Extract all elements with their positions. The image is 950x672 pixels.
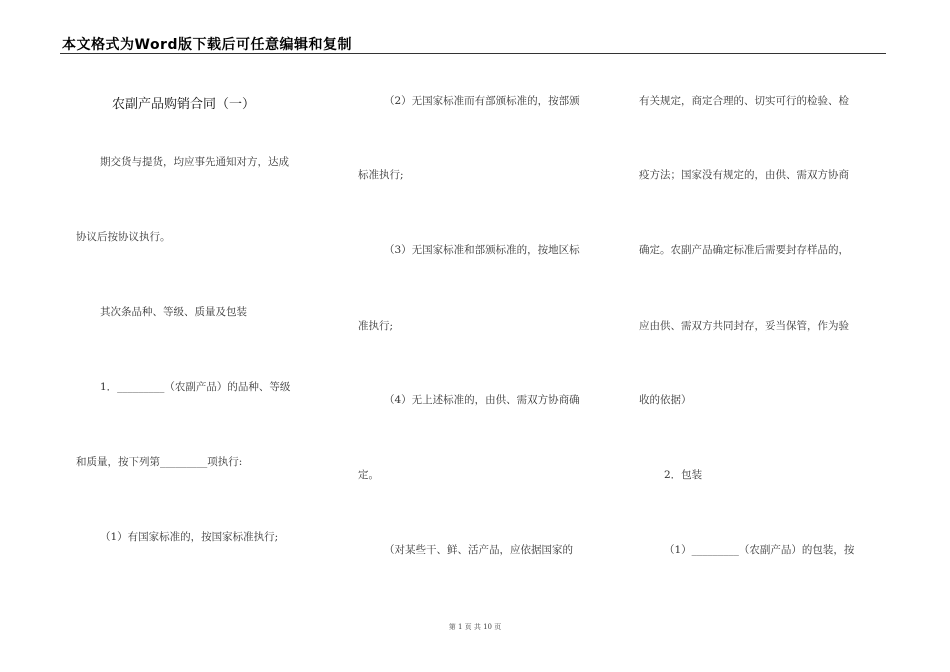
paragraph-line: （4）无上述标准的，由供、需双方协商确 <box>384 394 580 406</box>
paragraph-line: 准执行; <box>358 320 394 332</box>
paragraph-line: 应由供、需双方共同封存，妥当保管，作为验 <box>639 320 849 332</box>
paragraph-line: 协议后按协议执行。 <box>76 231 171 243</box>
paragraph-line: （1）_________（农副产品）的包装，按 <box>664 544 855 556</box>
paragraph-line: 1．_________（农副产品）的品种、等级 <box>100 381 291 393</box>
header-divider <box>60 53 886 54</box>
paragraph-line: 有关规定，商定合理的、切实可行的检验、检 <box>639 95 849 107</box>
paragraph-line: （1）有国家标准的，按国家标准执行; <box>100 531 279 543</box>
contract-title: 农副产品购销合同（一） <box>112 97 256 112</box>
paragraph-line: （3）无国家标准和部颁标准的，按地区标 <box>384 244 580 256</box>
paragraph-line: 期交货与提货，均应事先通知对方，达成 <box>100 156 289 168</box>
section-heading: 其次条品种、等级、质量及包装 <box>100 306 247 318</box>
page-number: 第 1 页 共 10 页 <box>448 623 502 631</box>
document-header-title: 本文格式为Word版下载后可任意编辑和复制 <box>62 37 352 53</box>
section-heading: 2．包装 <box>664 469 703 481</box>
paragraph-line: 疫方法；国家没有规定的，由供、需双方协商 <box>639 169 849 181</box>
paragraph-line: 收的依据） <box>639 394 692 406</box>
paragraph-line: 和质量，按下列第_________项执行: <box>76 456 243 468</box>
paragraph-line: 标准执行; <box>358 169 404 181</box>
paragraph-line: 确定。农副产品确定标准后需要封存样品的， <box>639 244 849 256</box>
paragraph-line: （对某些干、鲜、活产品，应依据国家的 <box>384 544 573 556</box>
paragraph-line: 定。 <box>358 469 379 481</box>
paragraph-line: （2）无国家标准而有部颁标准的，按部颁 <box>384 95 580 107</box>
